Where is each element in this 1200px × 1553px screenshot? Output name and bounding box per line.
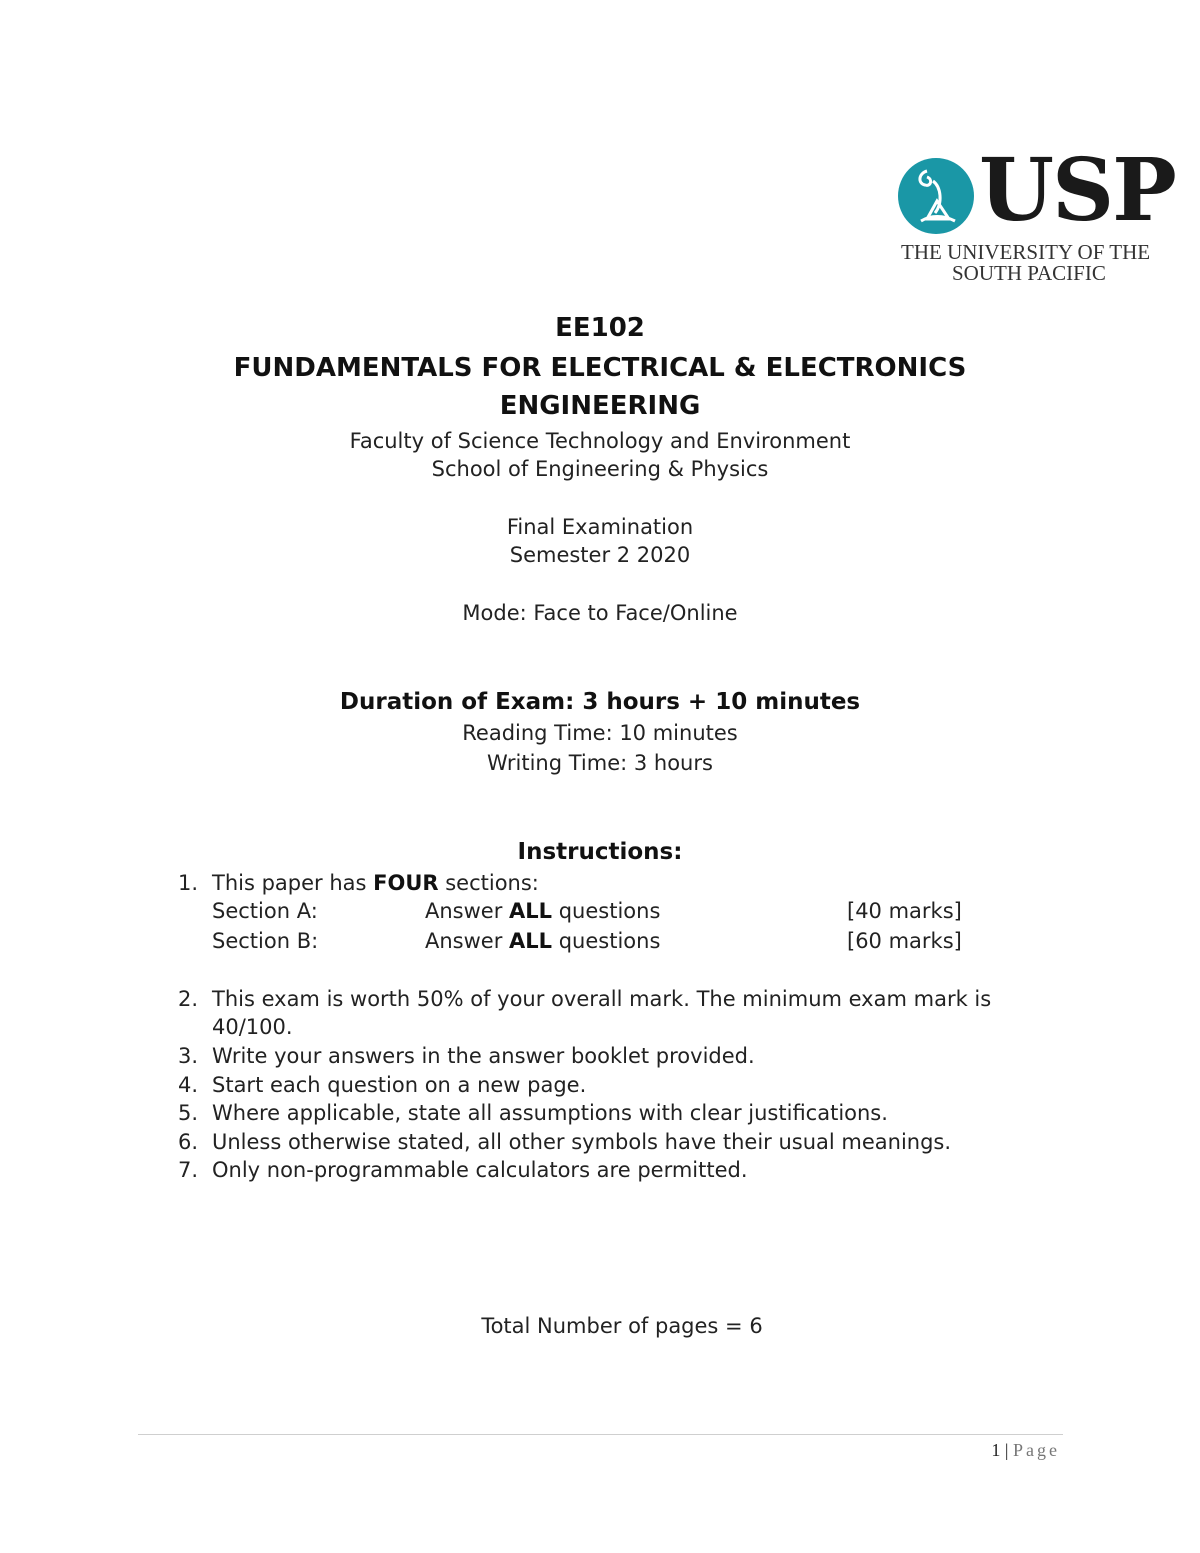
section-a-marks: [40 marks] [847, 899, 962, 923]
item-number: 4. [177, 1073, 198, 1097]
item-text: This exam is worth 50% of your overall mark. The minimum exam mark is [212, 987, 992, 1011]
exam-type: Final Examination [506, 515, 694, 539]
semester: Semester 2 2020 [509, 543, 691, 567]
item-number: 1. [177, 871, 198, 895]
section-b-marks: [60 marks] [847, 929, 962, 953]
item-number: 7. [177, 1158, 198, 1182]
usp-wordmark: USP [979, 140, 1175, 241]
page-number: 1 [991, 1440, 1001, 1460]
section-b-name: Section B: [212, 929, 319, 953]
section-a-bold: ALL [509, 899, 553, 923]
instructions-heading: Instructions: [517, 839, 683, 865]
section-b-pre: Answer [425, 929, 510, 953]
total-pages: Total Number of pages = 6 [481, 1314, 763, 1338]
item-text-bold: FOUR [373, 871, 439, 895]
item-text: 40/100. [212, 1015, 293, 1039]
item-number: 3. [177, 1044, 198, 1068]
item-text: Where applicable, state all assumptions with clear justifications. [212, 1101, 888, 1125]
page-label: Page [1013, 1440, 1060, 1460]
university-name-line1: THE UNIVERSITY OF THE [901, 240, 1151, 264]
writing-time: Writing Time: 3 hours [487, 751, 713, 775]
exam-mode: Mode: Face to Face/Online [462, 601, 738, 625]
usp-emblem-icon [897, 157, 975, 235]
item-text-pre: This paper has [212, 871, 374, 895]
item-text: Unless otherwise stated, all other symbols have their usual meanings. [212, 1130, 952, 1154]
section-a-pre: Answer [425, 899, 510, 923]
university-name-line2: SOUTH PACIFIC [952, 261, 1106, 285]
course-title-line1: FUNDAMENTALS FOR ELECTRICAL & ELECTRONICS [233, 353, 967, 383]
section-b-instruction [425, 929, 660, 953]
course-code: EE102 [555, 313, 645, 343]
school: School of Engineering & Physics [431, 457, 769, 481]
item-text: Start each question on a new page. [212, 1073, 587, 1097]
section-a-name: Section A: [212, 899, 318, 923]
course-title-line2: ENGINEERING [499, 391, 701, 421]
faculty: Faculty of Science Technology and Environment [349, 429, 851, 453]
usp-logo [895, 140, 1180, 285]
item-text: Write your answers in the answer booklet provided. [212, 1044, 755, 1068]
item-number: 5. [177, 1101, 198, 1125]
exam-duration: Duration of Exam: 3 hours + 10 minutes [339, 689, 861, 715]
footer-divider [138, 1434, 1063, 1435]
reading-time: Reading Time: 10 minutes [462, 721, 738, 745]
page-footer [960, 1440, 1060, 1461]
item-number: 2. [177, 987, 198, 1011]
section-b-bold: ALL [509, 929, 553, 953]
page-separator: | [1004, 1440, 1009, 1460]
section-a-post: questions [552, 899, 661, 923]
section-b-post: questions [552, 929, 661, 953]
item-text [212, 871, 539, 895]
section-a-instruction [425, 899, 660, 923]
item-number: 6. [177, 1130, 198, 1154]
item-text: Only non-programmable calculators are permitted. [212, 1158, 748, 1182]
item-text-post: sections: [438, 871, 539, 895]
